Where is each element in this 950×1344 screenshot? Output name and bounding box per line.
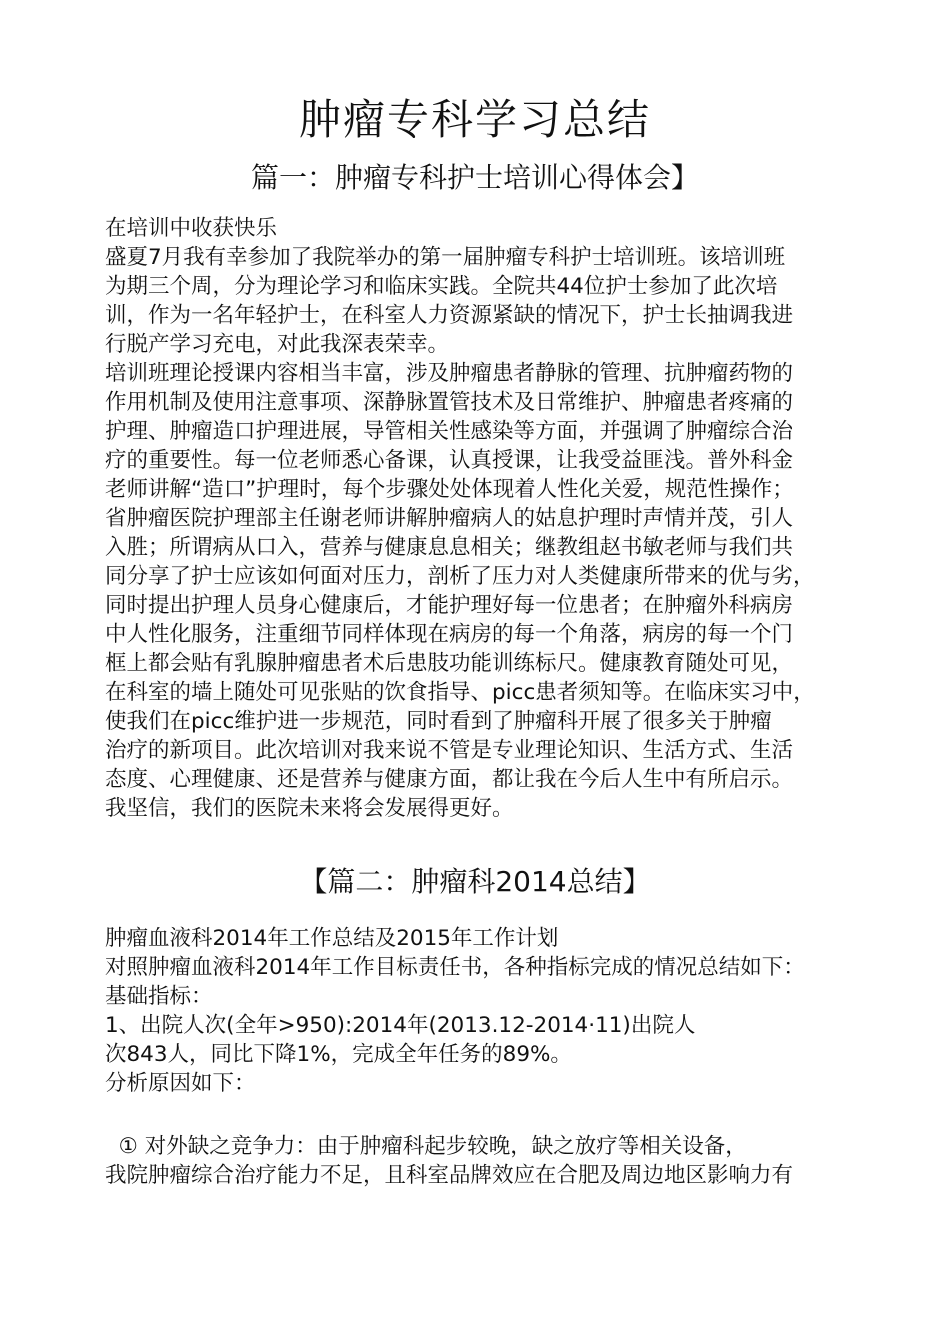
paragraph-line: 在科室的墙上随处可见张贴的饮食指导、picc患者须知等。在临床实习中， — [105, 680, 815, 705]
section2-heading: 【篇二：肿瘤科2014总结】 — [299, 865, 651, 898]
section2-body — [105, 924, 865, 1098]
section1-heading: 篇一：肿瘤专科护士培训心得体会】 — [250, 161, 699, 194]
paragraph-line: 入胜；所谓病从口入，营养与健康息息相关；继教组赵书敏老师与我们共 — [105, 535, 794, 560]
paragraph-line: 次843人，同比下降1%，完成全年任务的89%。 — [105, 1042, 572, 1067]
paragraph-line: 为期三个周，分为理论学习和临床实践。全院共44位护士参加了此次培 — [105, 274, 778, 299]
paragraph-line: 疗的重要性。每一位老师悉心备课，认真授课，让我受益匪浅。普外科金 — [105, 448, 794, 473]
paragraph-line: 治疗的新项目。此次培训对我来说不管是专业理论知识、生活方式、生活 — [105, 738, 794, 763]
paragraph-line: 分析原因如下： — [105, 1071, 256, 1096]
paragraph-line: 作用机制及使用注意事项、深静脉置管技术及日常维护、肿瘤患者疼痛的 — [105, 390, 794, 415]
document-title: 肿瘤专科学习总结 — [298, 95, 651, 144]
paragraph-line: 护理、肿瘤造口护理进展，导管相关性感染等方面，并强调了肿瘤综合治 — [105, 419, 794, 444]
paragraph-line: 我坚信，我们的医院未来将会发展得更好。 — [105, 796, 514, 821]
paragraph-line: 对照肿瘤血液科2014年工作目标责任书，各种指标完成的情况总结如下： — [105, 955, 805, 980]
paragraph-line: 在培训中收获快乐 — [105, 216, 278, 241]
paragraph-line: 同分享了护士应该如何面对压力，剖析了压力对人类健康所带来的优与劣， — [105, 564, 815, 589]
section3-body — [105, 1132, 865, 1190]
paragraph-line: 培训班理论授课内容相当丰富，涉及肿瘤患者静脉的管理、抗肿瘤药物的 — [105, 361, 794, 386]
paragraph-line: 行脱产学习充电，对此我深表荣幸。 — [105, 332, 450, 357]
paragraph-line: 盛夏7月我有幸参加了我院举办的第一届肿瘤专科护士培训班。该培训班 — [105, 245, 786, 270]
paragraph-line: ① 对外缺之竞争力：由于肿瘤科起步较晚，缺之放疗等相关设备， — [105, 1134, 747, 1159]
paragraph-line: 使我们在picc维护进一步规范，同时看到了肿瘤科开展了很多关于肿瘤 — [105, 709, 772, 734]
paragraph-line: 同时提出护理人员身心健康后，才能护理好每一位患者；在肿瘤外科病房 — [105, 593, 794, 618]
paragraph-line: 1、出院人次(全年>950):2014年(2013.12-2014·11)出院人 — [105, 1013, 696, 1038]
section1-body — [105, 214, 865, 823]
paragraph-line: 框上都会贴有乳腺肿瘤患者术后患肢功能训练标尺。健康教育随处可见， — [105, 651, 794, 676]
paragraph-line: 省肿瘤医院护理部主任谢老师讲解肿瘤病人的姑息护理时声情并茂，引人 — [105, 506, 794, 531]
paragraph-line: 中人性化服务，注重细节同样体现在病房的每一个角落，病房的每一个门 — [105, 622, 794, 647]
paragraph-line: 老师讲解“造口”护理时，每个步骤处处体现着人性化关爱，规范性操作； — [105, 477, 794, 502]
paragraph-line: 态度、心理健康、还是营养与健康方面，都让我在今后人生中有所启示。 — [105, 767, 794, 792]
paragraph-line: 我院肿瘤综合治疗能力不足，且科室品牌效应在合肥及周边地区影响力有 — [105, 1163, 794, 1188]
paragraph-line: 训，作为一名年轻护士，在科室人力资源紧缺的情况下，护士长抽调我进 — [105, 303, 794, 328]
paragraph-line: 基础指标： — [105, 984, 213, 1009]
paragraph-line: 肿瘤血液科2014年工作总结及2015年工作计划 — [105, 926, 559, 951]
